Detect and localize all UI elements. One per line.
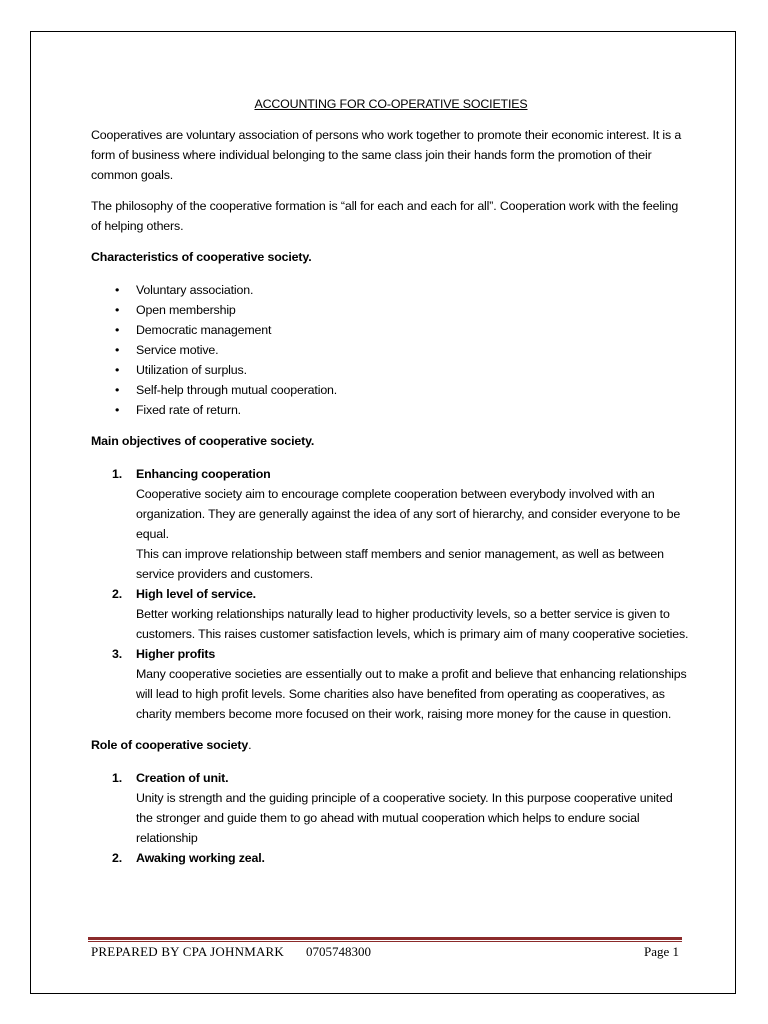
list-item: • Self-help through mutual cooperation. [91,380,691,400]
list-item: • Open membership [91,300,691,320]
list-item [91,768,691,848]
item-number: 1. [112,467,123,481]
footer-page-number: Page 1 [643,944,679,959]
list-item [91,644,691,724]
list-item: • Service motive. [91,340,691,360]
item-title: Creation of unit. [136,771,229,785]
item-body: Many cooperative societies are essentially out to make a profit and believe that enhancing relationships will lead to high profit levels. Some charities also have benefited from operating as cooperatives, as charity members become more focused on their work, raising more money for the cause in question. [136,667,687,721]
item-number: 2. [112,851,123,865]
list-item: • Fixed rate of return. [91,400,691,420]
footer-phone: 0705748300 [306,944,371,959]
role-heading [91,735,691,755]
item-title: Awaking working zeal. [136,851,265,865]
item-title: Enhancing cooperation [136,467,271,481]
item-number: 2. [112,587,123,601]
role-heading-text: Role of cooperative society [91,738,249,752]
footer-prepared-by: PREPARED BY CPA JOHNMARK [91,944,285,959]
list-item: • Democratic management [91,320,691,340]
role-list [91,768,691,868]
list-item [91,464,691,584]
philosophy-paragraph: The philosophy of the cooperative formation is “all for each and each for all”. Cooperation work with the feeling of helping others. [91,199,679,233]
list-item [91,584,691,644]
document-title: ACCOUNTING FOR CO-OPERATIVE SOCIETIES [254,97,528,111]
item-body: This can improve relationship between staff members and senior management, as well as between service providers and customers. [136,547,664,581]
characteristics-heading: Characteristics of cooperative society. [91,250,312,264]
list-item [91,848,691,868]
item-title: High level of service. [136,587,256,601]
item-body: Better working relationships naturally lead to higher productivity levels, so a better service is given to customers. This raises customer satisfaction levels, which is primary aim of many cooperative societies. [136,607,689,641]
role-heading-period: . [248,738,252,752]
document-body [91,94,691,879]
objectives-heading: Main objectives of cooperative society. [91,434,315,448]
footer-rule-thick [88,937,682,940]
characteristics-list [91,280,691,420]
item-body: Cooperative society aim to encourage complete cooperation between everybody involved with an organization. They are generally against the idea of any sort of hierarchy, and consider everyone to be equal. [136,487,681,541]
item-title: Higher profits [136,647,216,661]
intro-paragraph: Cooperatives are voluntary association of persons who work together to promote their economic interest. It is a form of business where individual belonging to the same class join their hands form the promotion of their common goals. [91,128,682,182]
list-item: • Voluntary association. [91,280,691,300]
item-number: 3. [112,647,123,661]
list-item: • Utilization of surplus. [91,360,691,380]
item-number: 1. [112,771,123,785]
objectives-list [91,464,691,724]
footer-rule-thin [88,941,682,942]
item-body: Unity is strength and the guiding principle of a cooperative society. In this purpose cooperative united the stronger and guide them to go ahead with mutual cooperation which helps to endure social relationship [136,791,673,845]
